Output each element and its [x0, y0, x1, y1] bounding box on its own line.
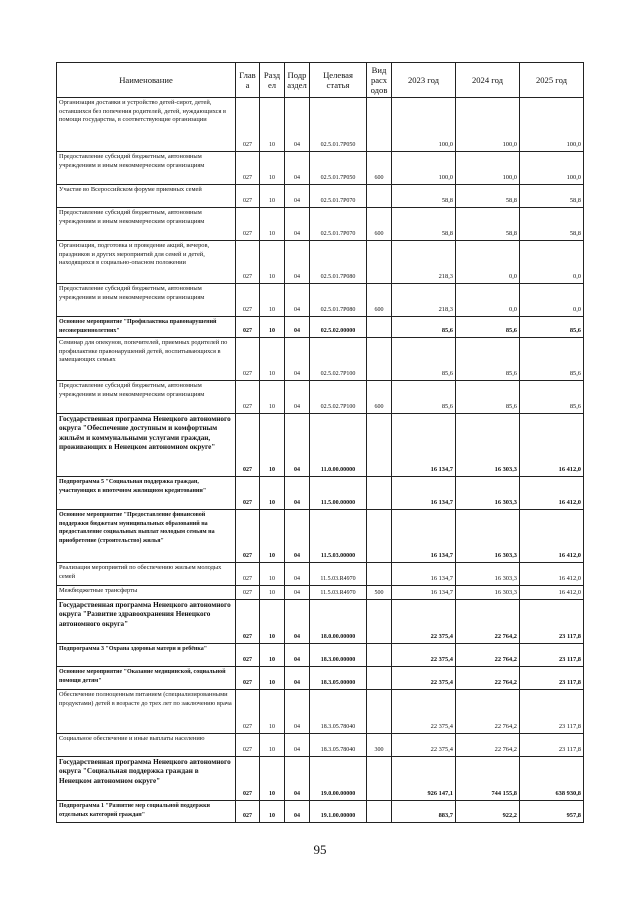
- cell-y2023: 16 134,7: [392, 563, 456, 586]
- cell-y2025: 0,0: [520, 241, 584, 284]
- cell-y2023: 58,8: [392, 208, 456, 241]
- cell-podrazdel: 04: [285, 801, 310, 823]
- table-row: [57, 586, 584, 600]
- cell-y2023: 22 375,4: [392, 667, 456, 690]
- budget-table: [56, 62, 584, 823]
- cell-y2024: 85,6: [456, 317, 520, 338]
- cell-razdel: 10: [260, 477, 285, 510]
- cell-vid: [367, 757, 392, 801]
- cell-name: Государственная программа Ненецкого автономного округа "Социальная поддержка граждан в Ненецком автономном округе": [57, 757, 236, 801]
- cell-y2024: 22 764,2: [456, 667, 520, 690]
- cell-glava: 027: [236, 381, 260, 414]
- cell-name: Подпрограмма 1 "Развитие мер социальной поддержки отдельных категорий граждан": [57, 801, 236, 823]
- cell-vid: 500: [367, 586, 392, 600]
- cell-vid: [367, 241, 392, 284]
- cell-y2025: 85,6: [520, 317, 584, 338]
- cell-y2023: 22 375,4: [392, 734, 456, 757]
- cell-y2023: 16 134,7: [392, 414, 456, 477]
- cell-vid: 300: [367, 734, 392, 757]
- cell-razdel: 10: [260, 510, 285, 563]
- cell-y2025: 85,6: [520, 381, 584, 414]
- cell-vid: [367, 690, 392, 734]
- cell-name: Реализация мероприятий по обеспечению жильем молодых семей: [57, 563, 236, 586]
- cell-statya: 19.0.00.00000: [310, 757, 367, 801]
- cell-y2025: 16 412,0: [520, 414, 584, 477]
- table-row: [57, 208, 584, 241]
- table-row: [57, 690, 584, 734]
- table-row: [57, 734, 584, 757]
- cell-name: Предоставление субсидий бюджетным, автономным учреждениям и иным некоммерческим организациям: [57, 152, 236, 185]
- cell-razdel: 10: [260, 757, 285, 801]
- cell-vid: [367, 563, 392, 586]
- cell-y2023: 100,0: [392, 152, 456, 185]
- cell-razdel: 10: [260, 586, 285, 600]
- cell-vid: [367, 317, 392, 338]
- cell-statya: 02.5.02.7Р100: [310, 381, 367, 414]
- cell-name: Предоставление субсидий бюджетным, автономным учреждениям и иным некоммерческим организациям: [57, 208, 236, 241]
- cell-podrazdel: 04: [285, 284, 310, 317]
- cell-glava: 027: [236, 801, 260, 823]
- cell-vid: [367, 414, 392, 477]
- table-row: [57, 801, 584, 823]
- cell-razdel: 10: [260, 381, 285, 414]
- cell-name: Предоставление субсидий бюджетным, автономным учреждениям и иным некоммерческим организациям: [57, 381, 236, 414]
- cell-statya: 11.0.00.00000: [310, 414, 367, 477]
- cell-vid: [367, 185, 392, 208]
- cell-glava: 027: [236, 644, 260, 667]
- cell-y2024: 922,2: [456, 801, 520, 823]
- header-2024: 2024 год: [456, 63, 520, 98]
- table-row: [57, 338, 584, 381]
- cell-y2023: 100,0: [392, 98, 456, 152]
- cell-vid: [367, 600, 392, 644]
- cell-vid: [367, 510, 392, 563]
- cell-podrazdel: 04: [285, 563, 310, 586]
- cell-y2024: 16 303,3: [456, 563, 520, 586]
- cell-glava: 027: [236, 414, 260, 477]
- cell-podrazdel: 04: [285, 317, 310, 338]
- cell-podrazdel: 04: [285, 381, 310, 414]
- cell-statya: 11.5.03.00000: [310, 510, 367, 563]
- cell-y2025: 16 412,0: [520, 477, 584, 510]
- cell-name: Обеспечение полноценным питанием (специализированными продуктами) детей в возрасте до трех лет по заключению врача: [57, 690, 236, 734]
- cell-glava: 027: [236, 600, 260, 644]
- table-row: [57, 510, 584, 563]
- header-2025: 2025 год: [520, 63, 584, 98]
- cell-name: Подпрограмма 3 "Охрана здоровья матери и ребёнка": [57, 644, 236, 667]
- cell-razdel: 10: [260, 667, 285, 690]
- cell-razdel: 10: [260, 644, 285, 667]
- cell-statya: 02.5.02.7Р100: [310, 338, 367, 381]
- header-glava: Глав а: [236, 63, 260, 98]
- cell-glava: 027: [236, 241, 260, 284]
- cell-razdel: 10: [260, 338, 285, 381]
- cell-glava: 027: [236, 690, 260, 734]
- cell-glava: 027: [236, 477, 260, 510]
- cell-y2025: 23 117,8: [520, 690, 584, 734]
- cell-podrazdel: 04: [285, 185, 310, 208]
- cell-vid: [367, 98, 392, 152]
- cell-podrazdel: 04: [285, 690, 310, 734]
- cell-y2024: 58,8: [456, 185, 520, 208]
- cell-statya: 11.5.03.R4970: [310, 586, 367, 600]
- cell-podrazdel: 04: [285, 510, 310, 563]
- cell-y2023: 218,3: [392, 284, 456, 317]
- cell-name: Межбюджетные трансферты: [57, 586, 236, 600]
- cell-y2024: 58,8: [456, 208, 520, 241]
- cell-statya: 11.5.03.R4970: [310, 563, 367, 586]
- cell-y2024: 16 303,3: [456, 586, 520, 600]
- header-razdel: Разд ел: [260, 63, 285, 98]
- cell-y2024: 22 764,2: [456, 644, 520, 667]
- cell-y2023: 22 375,4: [392, 690, 456, 734]
- cell-y2023: 85,6: [392, 338, 456, 381]
- cell-vid: [367, 644, 392, 667]
- cell-y2025: 16 412,0: [520, 563, 584, 586]
- cell-y2023: 218,3: [392, 241, 456, 284]
- table-row: [57, 563, 584, 586]
- cell-glava: 027: [236, 586, 260, 600]
- cell-glava: 027: [236, 757, 260, 801]
- table-row: [57, 152, 584, 185]
- cell-y2023: 883,7: [392, 801, 456, 823]
- cell-podrazdel: 04: [285, 667, 310, 690]
- cell-y2024: 85,6: [456, 338, 520, 381]
- table-row: [57, 98, 584, 152]
- cell-y2025: 638 930,8: [520, 757, 584, 801]
- cell-razdel: 10: [260, 185, 285, 208]
- cell-name: Социальное обеспечение и иные выплаты населению: [57, 734, 236, 757]
- cell-y2025: 58,8: [520, 185, 584, 208]
- cell-statya: 02.5.01.7Р080: [310, 241, 367, 284]
- cell-y2025: 23 117,8: [520, 644, 584, 667]
- header-statya: Целевая статья: [310, 63, 367, 98]
- cell-vid: 600: [367, 284, 392, 317]
- table-row: [57, 284, 584, 317]
- cell-razdel: 10: [260, 414, 285, 477]
- cell-vid: [367, 801, 392, 823]
- cell-razdel: 10: [260, 152, 285, 185]
- cell-y2025: 16 412,0: [520, 510, 584, 563]
- cell-y2023: 85,6: [392, 381, 456, 414]
- table-row: [57, 317, 584, 338]
- cell-podrazdel: 04: [285, 644, 310, 667]
- table-header-row: [57, 63, 584, 98]
- cell-name: Основное мероприятие "Предоставление финансовой поддержки бюджетам муниципальных образований на предоставление социальных выплат молодым семьям на приобретение (строительство) жилья": [57, 510, 236, 563]
- cell-name: Подпрограмма 5 "Социальная поддержка граждан, участвующих в ипотечном жилищном кредитовании": [57, 477, 236, 510]
- cell-statya: 18.3.00.00000: [310, 644, 367, 667]
- cell-y2024: 16 303,3: [456, 414, 520, 477]
- cell-razdel: 10: [260, 241, 285, 284]
- cell-name: Основное мероприятие "Оказание медицинской, социальной помощи детям": [57, 667, 236, 690]
- cell-y2024: 22 764,2: [456, 600, 520, 644]
- table-row: [57, 667, 584, 690]
- table-row: [57, 600, 584, 644]
- cell-name: Государственная программа Ненецкого автономного округа "Обеспечение доступным и комфортным жильём и коммунальными услугами граждан, проживающих в Ненецком автономном округе": [57, 414, 236, 477]
- cell-razdel: 10: [260, 317, 285, 338]
- cell-name: Предоставление субсидий бюджетным, автономным учреждениям и иным некоммерческим организациям: [57, 284, 236, 317]
- cell-y2023: 926 147,1: [392, 757, 456, 801]
- cell-y2023: 16 134,7: [392, 510, 456, 563]
- header-name: Наименование: [57, 63, 236, 98]
- cell-podrazdel: 04: [285, 241, 310, 284]
- cell-glava: 027: [236, 208, 260, 241]
- table-row: [57, 644, 584, 667]
- cell-y2023: 22 375,4: [392, 600, 456, 644]
- cell-podrazdel: 04: [285, 600, 310, 644]
- cell-name: Организация доставки и устройство детей-сирот, детей, оставшихся без попечения родителей, детей, нуждающихся в помощи государства, в соответствующие организации: [57, 98, 236, 152]
- cell-y2024: 0,0: [456, 241, 520, 284]
- cell-podrazdel: 04: [285, 757, 310, 801]
- cell-glava: 027: [236, 667, 260, 690]
- cell-y2023: 58,8: [392, 185, 456, 208]
- cell-y2025: 23 117,8: [520, 667, 584, 690]
- cell-y2023: 85,6: [392, 317, 456, 338]
- cell-statya: 02.5.01.7Р080: [310, 284, 367, 317]
- cell-y2025: 0,0: [520, 284, 584, 317]
- cell-vid: 600: [367, 208, 392, 241]
- cell-statya: 02.5.01.7Р050: [310, 98, 367, 152]
- cell-glava: 027: [236, 185, 260, 208]
- header-vid: Вид расх одов: [367, 63, 392, 98]
- cell-y2024: 744 155,8: [456, 757, 520, 801]
- cell-y2023: 16 134,7: [392, 586, 456, 600]
- cell-y2025: 957,8: [520, 801, 584, 823]
- cell-glava: 027: [236, 510, 260, 563]
- table-row: [57, 477, 584, 510]
- cell-y2024: 0,0: [456, 284, 520, 317]
- cell-statya: 11.5.00.00000: [310, 477, 367, 510]
- cell-name: Основное мероприятие "Профилактика правонарушений несовершеннолетних": [57, 317, 236, 338]
- cell-statya: 18.3.05.00000: [310, 667, 367, 690]
- cell-statya: 18.3.05.78040: [310, 690, 367, 734]
- cell-podrazdel: 04: [285, 734, 310, 757]
- cell-razdel: 10: [260, 98, 285, 152]
- cell-y2024: 16 303,3: [456, 510, 520, 563]
- cell-vid: 600: [367, 152, 392, 185]
- cell-statya: 19.1.00.00000: [310, 801, 367, 823]
- table-row: [57, 381, 584, 414]
- cell-podrazdel: 04: [285, 208, 310, 241]
- table-row: [57, 757, 584, 801]
- cell-glava: 027: [236, 98, 260, 152]
- cell-y2025: 85,6: [520, 338, 584, 381]
- cell-glava: 027: [236, 317, 260, 338]
- cell-y2024: 16 303,3: [456, 477, 520, 510]
- page-number: 95: [313, 842, 327, 857]
- cell-podrazdel: 04: [285, 338, 310, 381]
- cell-y2025: 23 117,8: [520, 734, 584, 757]
- cell-podrazdel: 04: [285, 414, 310, 477]
- cell-y2025: 23 117,8: [520, 600, 584, 644]
- cell-glava: 027: [236, 338, 260, 381]
- cell-vid: 600: [367, 381, 392, 414]
- cell-glava: 027: [236, 284, 260, 317]
- cell-razdel: 10: [260, 690, 285, 734]
- cell-vid: [367, 477, 392, 510]
- cell-statya: 02.5.02.00000: [310, 317, 367, 338]
- cell-glava: 027: [236, 152, 260, 185]
- cell-statya: 02.5.01.7Р070: [310, 185, 367, 208]
- cell-y2025: 58,8: [520, 208, 584, 241]
- cell-razdel: 10: [260, 734, 285, 757]
- cell-statya: 18.0.00.00000: [310, 600, 367, 644]
- cell-y2024: 22 764,2: [456, 690, 520, 734]
- cell-y2023: 16 134,7: [392, 477, 456, 510]
- table-row: [57, 185, 584, 208]
- cell-y2024: 100,0: [456, 98, 520, 152]
- table-row: [57, 241, 584, 284]
- cell-statya: 02.5.01.7Р070: [310, 208, 367, 241]
- cell-podrazdel: 04: [285, 152, 310, 185]
- cell-glava: 027: [236, 734, 260, 757]
- cell-razdel: 10: [260, 284, 285, 317]
- cell-y2025: 16 412,0: [520, 586, 584, 600]
- cell-razdel: 10: [260, 208, 285, 241]
- table-row: [57, 414, 584, 477]
- cell-vid: [367, 338, 392, 381]
- cell-vid: [367, 667, 392, 690]
- cell-razdel: 10: [260, 563, 285, 586]
- header-podrazdel: Подр аздел: [285, 63, 310, 98]
- cell-name: Семинар для опекунов, попечителей, приемных родителей по профилактике правонарушений детей, воспитывающихся в замещающих семьях: [57, 338, 236, 381]
- cell-name: Участие во Всероссийском форуме приемных семей: [57, 185, 236, 208]
- cell-podrazdel: 04: [285, 477, 310, 510]
- cell-y2024: 22 764,2: [456, 734, 520, 757]
- cell-glava: 027: [236, 563, 260, 586]
- cell-name: Государственная программа Ненецкого автономного округа "Развитие здравоохранения Ненецкого автономного округа": [57, 600, 236, 644]
- cell-podrazdel: 04: [285, 586, 310, 600]
- header-2023: 2023 год: [392, 63, 456, 98]
- cell-razdel: 10: [260, 600, 285, 644]
- cell-y2025: 100,0: [520, 152, 584, 185]
- cell-y2025: 100,0: [520, 98, 584, 152]
- cell-y2024: 100,0: [456, 152, 520, 185]
- cell-razdel: 10: [260, 801, 285, 823]
- cell-y2023: 22 375,4: [392, 644, 456, 667]
- cell-y2024: 85,6: [456, 381, 520, 414]
- cell-name: Организация, подготовка и проведение акций, вечеров, праздников и других мероприятий для семей и детей, находящихся в социально-опасном положении: [57, 241, 236, 284]
- cell-statya: 02.5.01.7Р050: [310, 152, 367, 185]
- cell-statya: 18.3.05.78040: [310, 734, 367, 757]
- cell-podrazdel: 04: [285, 98, 310, 152]
